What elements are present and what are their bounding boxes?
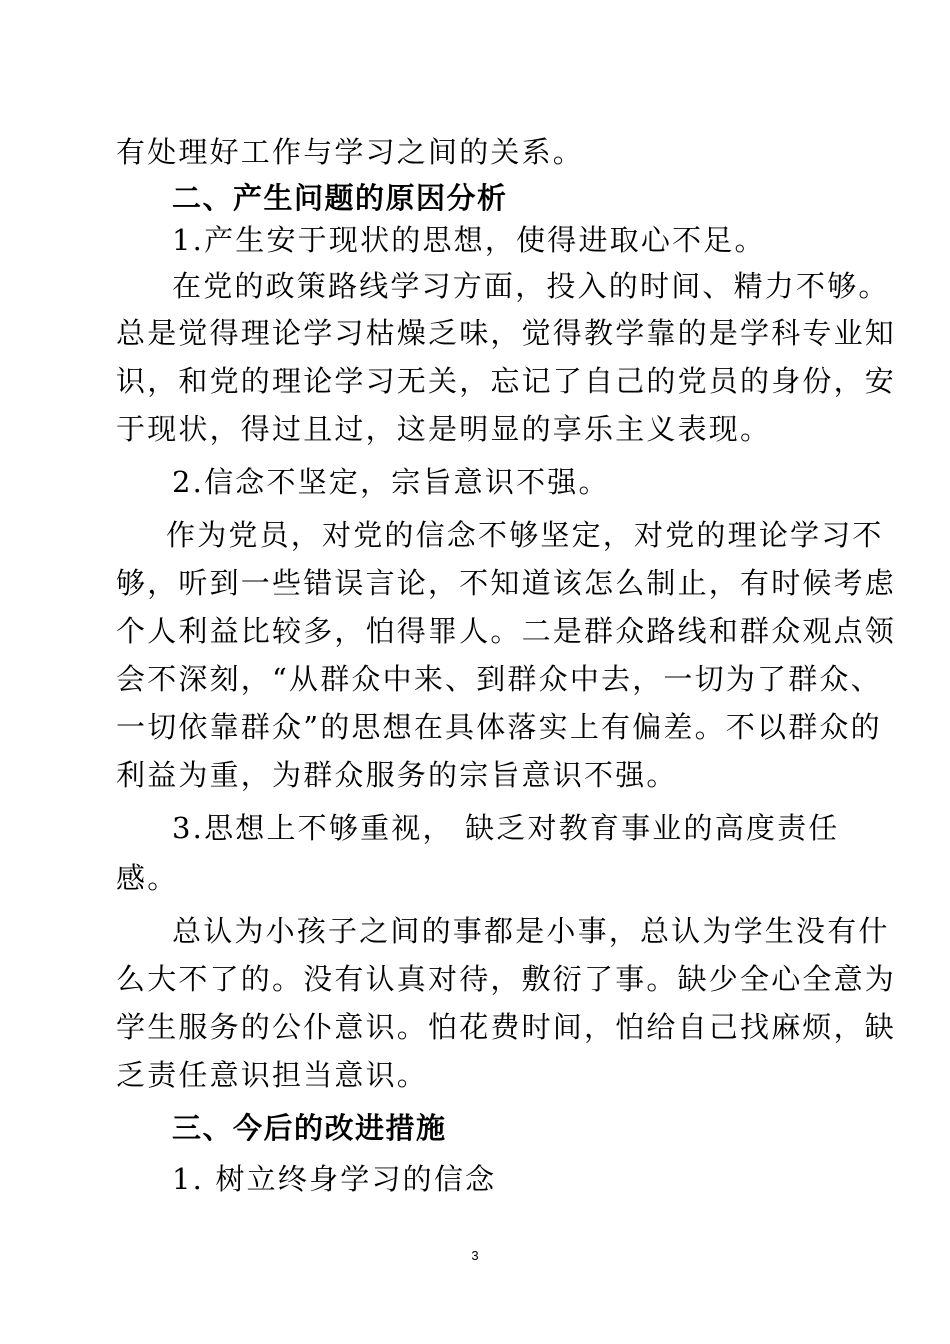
body-text-line: 总是觉得理论学习枯燥乏味，觉得教学靠的是学科专业知 (116, 316, 897, 350)
body-text-line: 够，听到一些错误言论，不知道该怎么制止，有时候考虑 (116, 566, 897, 600)
subheading-2-2: 2.信念不坚定，宗旨意识不强。 (172, 465, 610, 499)
subheading-3-1: 1. 树立终身学习的信念 (172, 1162, 497, 1196)
body-text-line: 一切依靠群众”的思想在具体落实上有偏差。不以群众的 (116, 710, 882, 744)
body-text-line: 个人利益比较多，怕得罪人。二是群众路线和群众观点领 (116, 614, 897, 648)
subheading-2-3: 3.思想上不够重视， 缺乏对教育事业的高度责任 (172, 811, 840, 845)
body-text-line: 于现状，得过且过，这是明显的享乐主义表现。 (116, 412, 772, 446)
body-text-line: 利益为重，为群众服务的宗旨意识不强。 (116, 758, 678, 792)
page-number: 3 (471, 1248, 479, 1263)
body-text-line: 么大不了的。没有认真对待，敷衍了事。缺少全心全意为 (116, 962, 897, 996)
subheading-2-1: 1.产生安于现状的思想，使得进取心不足。 (172, 223, 766, 257)
body-text-line: 学生服务的公仆意识。怕花费时间，怕给自己找麻烦，缺 (116, 1010, 897, 1044)
section-heading-3: 三、今后的改进措施 (172, 1111, 447, 1145)
body-text-line: 作为党员，对党的信念不够坚定，对党的理论学习不 (166, 518, 884, 552)
body-text-line: 总认为小孩子之间的事都是小事，总认为学生没有什 (172, 914, 890, 948)
body-text-line: 在党的政策路线学习方面，投入的时间、精力不够。 (172, 269, 890, 303)
body-text-line: 识，和党的理论学习无关，忘记了自己的党员的身份，安 (116, 364, 897, 398)
body-text-line: 有处理好工作与学习之间的关系。 (116, 135, 585, 169)
body-text-line: 乏责任意识担当意识。 (116, 1058, 429, 1092)
body-text-line: 会不深刻，“从群众中来、到群众中去，一切为了群众、 (116, 662, 882, 696)
body-text-line: 感。 (116, 861, 179, 895)
section-heading-2: 二、产生问题的原因分析 (172, 181, 508, 215)
